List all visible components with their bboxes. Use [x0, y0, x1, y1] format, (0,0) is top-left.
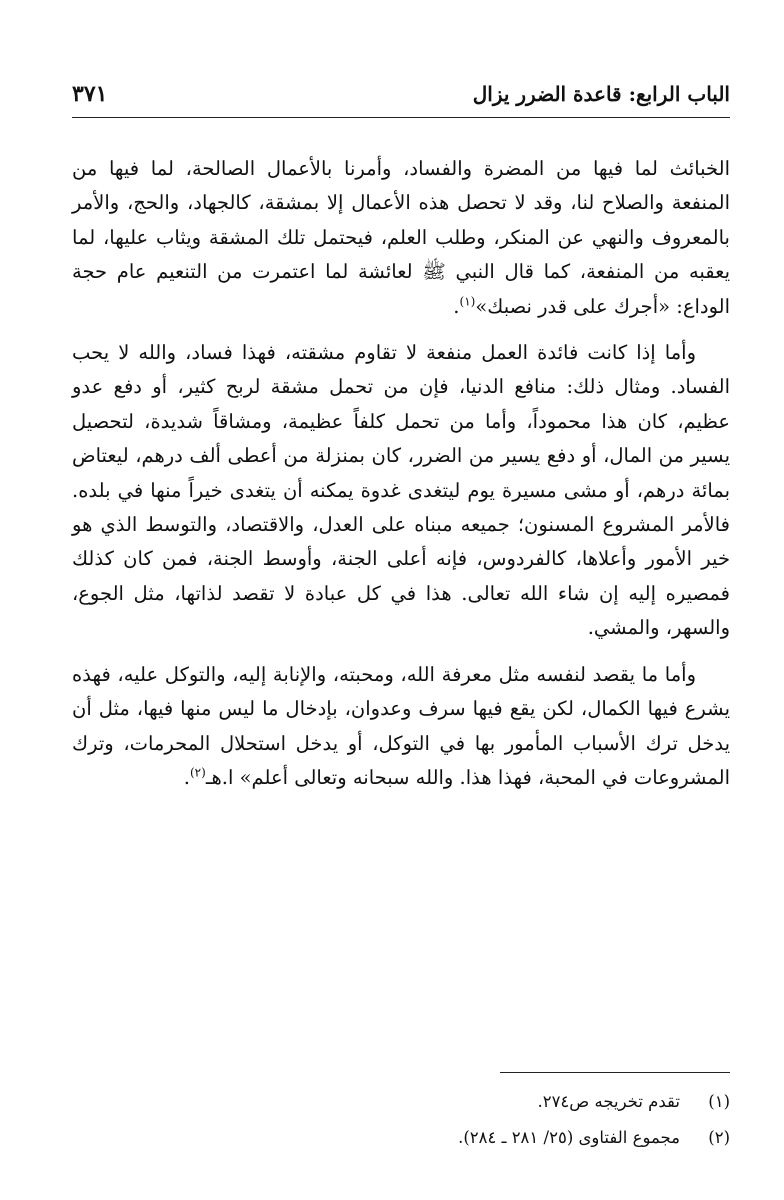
- paragraph: [72, 336, 730, 646]
- footnote-text: تقدم تخريجه ص٢٧٤.: [537, 1092, 680, 1111]
- paragraph-tail: .: [453, 294, 460, 318]
- paragraph-tail: .: [183, 765, 190, 789]
- chapter-title: الباب الرابع: قاعدة الضرر يزال: [472, 82, 730, 106]
- page-number: ٣٧١: [72, 81, 108, 107]
- paragraph-text: وأما إذا كانت فائدة العمل منفعة لا تقاوم مشقته، فهذا فساد، والله لا يحب الفساد. ومثال ذلك: منافع الدنيا، فإن من تحمل مشقة لربح كثير، أو دفع عدو عظيم، كان هذا محموداً، وأما من تحمل كلفاً عظيمة، ومشاقاً شديدة، لتحصيل يسير من المال، أو دفع يسير من الضرر، كان بمنزلة من أعطى ألف درهم، ليعتاض بمائة درهم، أو مشى مسيرة يوم ليتغدى غدوة يمكنه أن يتغدى خيراً منها في بلده. فالأمر المشروع المسنون؛ جميعه مبناه على العدل، والاقتصاد، والتوسط الذي هو خير الأمور وأعلاها، كالفردوس، فإنه أعلى الجنة، وأوسط الجنة، فمن كان كذلك فمصيره إليه إن شاء الله تعالى. هذا في كل عبادة لا تقصد لذاتها، مثل الجوع، والسهر، والمشي.: [72, 341, 730, 640]
- paragraph-text: وأما ما يقصد لنفسه مثل معرفة الله، ومحبته، والإنابة إليه، والتوكل عليه، فهذه يشرع فيها الكمال، لكن يقع فيها سرف وعدوان، بإدخال ما ليس منها فيها، مثل أن يدخل ترك الأسباب المأمور بها في التوكل، أو يدخل استحلال المحرمات، وترك المشروعات في المحبة، فهذا هذا. والله سبحانه وتعالى أعلم» ا.هـ: [72, 662, 730, 789]
- footnote-mark: (١): [708, 1092, 730, 1111]
- footnote-ref: (٢): [189, 765, 206, 780]
- paragraph: [72, 658, 730, 796]
- book-page: [22, 22, 762, 1182]
- footnote-mark: (٢): [708, 1128, 730, 1147]
- page-header: [72, 74, 730, 114]
- footnote-divider: [500, 1072, 730, 1073]
- header-divider: [72, 117, 730, 118]
- footnote-ref: (١): [459, 294, 476, 309]
- footnote-text: مجموع الفتاوى (٢٥/ ٢٨١ ـ ٢٨٤).: [458, 1128, 680, 1147]
- paragraph-text: الخبائث لما فيها من المضرة والفساد، وأمرنا بالأعمال الصالحة، لما فيها من المنفعة والصلاح لنا، وقد لا تحصل هذه الأعمال إلا بمشقة، كالجهاد، والحج، والأمر بالمعروف والنهي عن المنكر، وطلب العلم، فيحتمل تلك المشقة ويثاب عليها، لما يعقبه من المنفعة، كما قال النبي ﷺ لعائشة لما اعتمرت من التنعيم عام حجة الوداع: «أجرك على قدر نصبك»: [72, 157, 730, 318]
- footnote: [72, 1084, 730, 1120]
- main-text: [72, 152, 730, 807]
- footnote: [72, 1120, 730, 1156]
- paragraph: [72, 152, 730, 324]
- footnotes: [72, 1084, 730, 1156]
